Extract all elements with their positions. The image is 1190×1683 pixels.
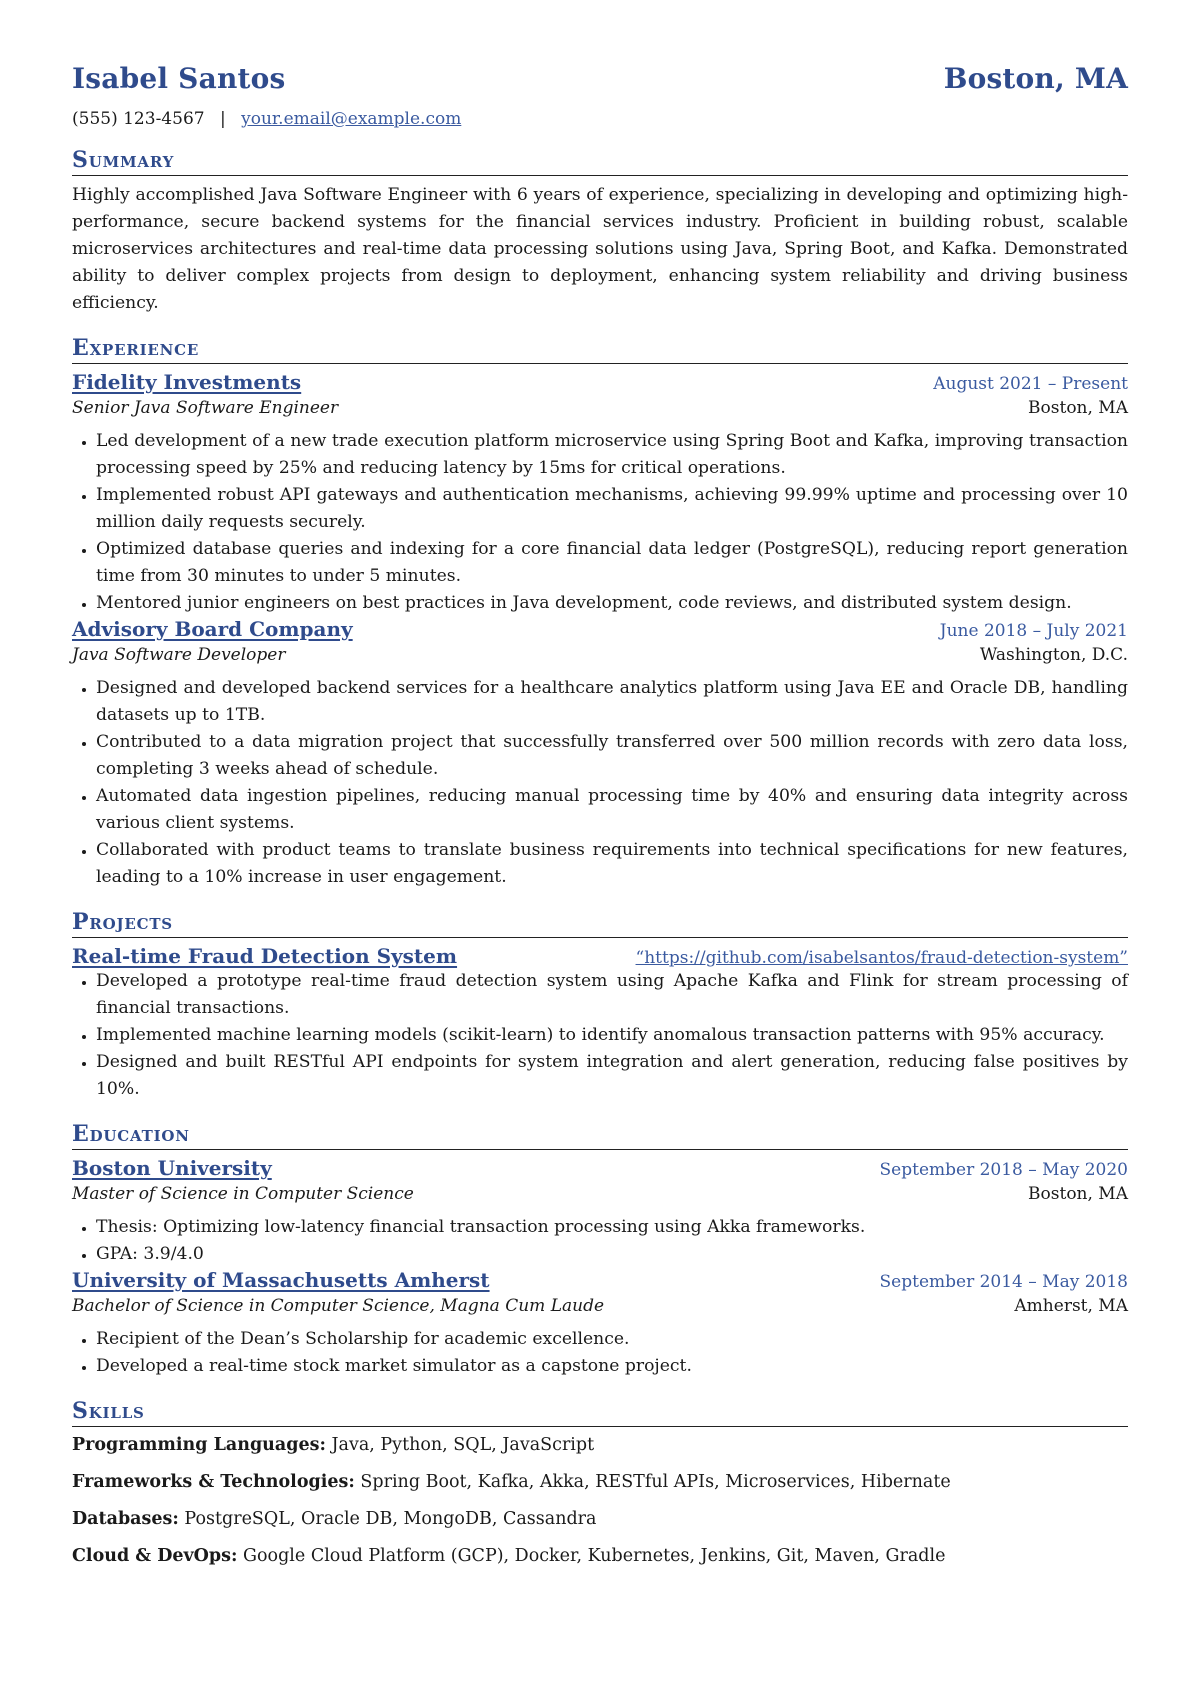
bullet-item: • Designed and developed backend services for a healthcare analytics platform using Java EE and Oracle DB, handling datasets up to 1TB.	[96, 675, 1128, 729]
job-location: Washington, D.C.	[979, 645, 1128, 665]
entry-header	[72, 1268, 1128, 1292]
project-url-link[interactable]: “https://github.com/isabelsantos/fraud-detection-system”	[635, 948, 1128, 968]
skill-label: Cloud & DevOps:	[72, 1546, 238, 1566]
bullet-list	[72, 675, 1128, 891]
section-title-summary: Summary	[72, 147, 1128, 176]
project-header	[72, 944, 1128, 968]
bullet-item: • Led development of a new trade execution platform microservice using Spring Boot and Kafka, improving transaction processing speed by 25% and reducing latency by 15ms for critical operations.	[96, 428, 1128, 482]
bullet-item: • Developed a real-time stock market simulator as a capstone project.	[96, 1353, 1128, 1380]
skill-label: Frameworks & Technologies:	[72, 1472, 355, 1492]
skill-value: PostgreSQL, Oracle DB, MongoDB, Cassandra	[184, 1509, 597, 1529]
bullet-item: • Contributed to a data migration project that successfully transferred over 500 million records with zero data loss, completing 3 weeks ahead of schedule.	[96, 729, 1128, 783]
education-entry	[72, 1156, 1128, 1268]
resume-content	[72, 62, 1128, 1570]
entry-subheader	[72, 398, 1128, 418]
skill-line	[72, 1431, 1128, 1459]
bullet-list	[72, 428, 1128, 617]
experience-entry	[72, 617, 1128, 891]
section-title-education: Education	[72, 1121, 1128, 1150]
entry-dates: August 2021 – Present	[933, 374, 1128, 394]
entry-subheader	[72, 645, 1128, 665]
skills-section	[72, 1398, 1128, 1570]
experience-entry	[72, 370, 1128, 617]
entry-dates: June 2018 – July 2021	[939, 621, 1128, 641]
education-entry	[72, 1268, 1128, 1380]
job-location: Boston, MA	[1028, 398, 1128, 418]
phone-number: (555) 123-4567	[72, 109, 205, 129]
summary-text: Highly accomplished Java Software Engineer with 6 years of experience, specializing in developing and optimizing high-performance, secure backend systems for the financial services industry. Proficient in building robust, scalable microservices architectures and real-time data processing solutions using Java, Spring Boot, and Kafka. Demonstrated ability to deliver complex projects from design to deployment, enhancing system reliability and driving business efficiency.	[72, 185, 1128, 313]
skill-value: Spring Boot, Kafka, Akka, RESTful APIs, Microservices, Hibernate	[360, 1472, 951, 1492]
project-name-link[interactable]: Real-time Fraud Detection System	[72, 944, 458, 968]
entry-header	[72, 617, 1128, 641]
bullet-item: • Designed and built RESTful API endpoints for system integration and alert generation, reducing false positives by 10%.	[96, 1049, 1128, 1103]
skill-label: Databases:	[72, 1509, 179, 1529]
skill-line	[72, 1542, 1128, 1570]
entry-header	[72, 370, 1128, 394]
contact-separator: |	[219, 109, 226, 129]
school-location: Amherst, MA	[1014, 1296, 1128, 1316]
company-link[interactable]: Advisory Board Company	[72, 617, 353, 641]
bullet-item: • Developed a prototype real-time fraud detection system using Apache Kafka and Flink for stream processing of financial transactions.	[96, 968, 1128, 1022]
section-title-skills: Skills	[72, 1398, 1128, 1427]
bullet-item: • Thesis: Optimizing low-latency financial transaction processing using Akka frameworks.	[96, 1214, 1128, 1241]
skills-list	[72, 1431, 1128, 1570]
bullet-item: • Implemented robust API gateways and authentication mechanisms, achieving 99.99% uptime and processing over 10 million daily requests securely.	[96, 482, 1128, 536]
school-location: Boston, MA	[1028, 1184, 1128, 1204]
entry-dates: September 2018 – May 2020	[879, 1160, 1128, 1180]
bullet-list	[72, 1214, 1128, 1268]
school-link[interactable]: University of Massachusetts Amherst	[72, 1268, 490, 1292]
email-link[interactable]: your.email@example.com	[241, 109, 462, 129]
summary-section	[72, 147, 1128, 317]
skill-value: Java, Python, SQL, JavaScript	[331, 1435, 595, 1455]
skill-line	[72, 1468, 1128, 1496]
bullet-item: • Mentored junior engineers on best practices in Java development, code reviews, and distributed system design.	[96, 590, 1128, 617]
degree: Master of Science in Computer Science	[72, 1184, 414, 1204]
entry-dates: September 2014 – May 2018	[879, 1272, 1128, 1292]
bullet-list	[72, 968, 1128, 1103]
job-title: Java Software Developer	[72, 645, 286, 665]
bullet-item: • Collaborated with product teams to translate business requirements into technical specifications for new features, leading to a 10% increase in user engagement.	[96, 837, 1128, 891]
bullet-item: • Implemented machine learning models (scikit-learn) to identify anomalous transaction patterns with 95% accuracy.	[96, 1022, 1128, 1049]
skill-value: Google Cloud Platform (GCP), Docker, Kubernetes, Jenkins, Git, Maven, Gradle	[243, 1546, 946, 1566]
contact-line	[72, 109, 1128, 129]
candidate-location: Boston, MA	[943, 62, 1128, 95]
skill-label: Programming Languages:	[72, 1435, 326, 1455]
degree: Bachelor of Science in Computer Science, Magna Cum Laude	[72, 1296, 605, 1316]
bullet-item: • Recipient of the Dean’s Scholarship for academic excellence.	[96, 1326, 1128, 1353]
bullet-item: • Automated data ingestion pipelines, reducing manual processing time by 40% and ensuring data integrity across various client systems.	[96, 783, 1128, 837]
bullet-item: • Optimized database queries and indexing for a core financial data ledger (PostgreSQL), reducing report generation time from 30 minutes to under 5 minutes.	[96, 536, 1128, 590]
bullet-list	[72, 1326, 1128, 1380]
section-title-projects: Projects	[72, 909, 1128, 938]
education-section	[72, 1121, 1128, 1380]
company-link[interactable]: Fidelity Investments	[72, 370, 302, 394]
projects-section	[72, 909, 1128, 1103]
section-title-experience: Experience	[72, 335, 1128, 364]
school-link[interactable]: Boston University	[72, 1156, 272, 1180]
bullet-item: • GPA: 3.9/4.0	[96, 1241, 1128, 1268]
entry-subheader	[72, 1296, 1128, 1316]
entry-subheader	[72, 1184, 1128, 1204]
job-title: Senior Java Software Engineer	[72, 398, 339, 418]
resume-header	[72, 62, 1128, 95]
candidate-name: Isabel Santos	[72, 62, 286, 95]
entry-header	[72, 1156, 1128, 1180]
skill-line	[72, 1505, 1128, 1533]
experience-section	[72, 335, 1128, 891]
